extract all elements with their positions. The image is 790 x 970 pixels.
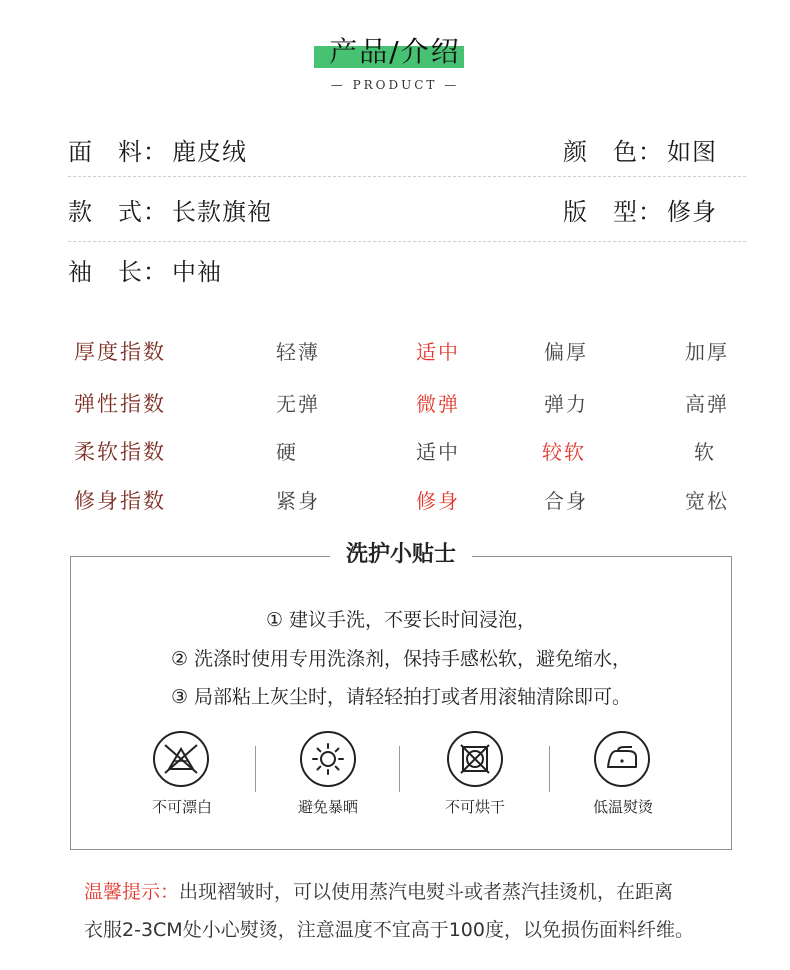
icon-label: 低温熨烫	[592, 798, 653, 816]
index-option-selected: 微弹	[416, 392, 460, 416]
index-option: 弹力	[544, 392, 588, 416]
index-option: 无弹	[276, 392, 320, 416]
index-option: 软	[694, 440, 716, 464]
divider	[68, 241, 746, 242]
care-title: 洗护小贴士	[330, 540, 472, 570]
fabric-value: 鹿皮绒	[172, 138, 247, 166]
icon-label: 不可烘干	[444, 798, 505, 816]
index-option: 加厚	[685, 340, 729, 364]
tip-line-2: 衣服2-3CM处小心熨烫，注意温度不宜高于100度，以免损伤面料纤维。	[84, 919, 694, 941]
care-line: ① 建议手洗，不要长时间浸泡，	[265, 609, 537, 631]
icon-label: 不可漂白	[151, 798, 212, 816]
index-option: 宽松	[685, 489, 729, 513]
no-sun-icon	[300, 731, 356, 787]
fit-index-label: 修身指数	[74, 489, 166, 513]
index-option: 轻薄	[276, 340, 320, 364]
index-option: 硬	[276, 440, 298, 464]
index-option: 合身	[544, 489, 588, 513]
elasticity-index-label: 弹性指数	[74, 392, 166, 416]
sleeve-value: 中袖	[172, 258, 222, 286]
sleeve-label: 袖 长：	[68, 258, 168, 286]
index-option-selected: 适中	[416, 340, 460, 364]
care-line: ② 洗涤时使用专用洗涤剂，保持手感松软，避免缩水，	[170, 648, 632, 670]
page-subtitle: — PRODUCT —	[330, 78, 460, 92]
page-title: 产品/介绍	[329, 35, 461, 68]
icon-label: 避免暴晒	[297, 798, 358, 816]
style-value: 长款旗袍	[172, 198, 272, 226]
tip-line-1	[84, 873, 744, 911]
index-option: 高弹	[685, 392, 729, 416]
fabric-label: 面 料：	[68, 138, 168, 166]
care-line: ③ 局部粘上灰尘时，请轻轻拍打或者用滚轴清除即可。	[170, 686, 632, 708]
low-iron-icon	[594, 731, 650, 787]
style-label: 款 式：	[68, 198, 168, 226]
tip-text: 出现褶皱时，可以使用蒸汽电熨斗或者蒸汽挂烫机，在距离	[179, 881, 674, 903]
index-option: 偏厚	[544, 340, 588, 364]
divider	[255, 746, 256, 792]
color-value: 如图	[667, 138, 717, 166]
thickness-index-label: 厚度指数	[74, 340, 166, 364]
no-bleach-icon	[153, 731, 209, 787]
softness-index-label: 柔软指数	[74, 440, 166, 464]
tip-prefix: 温馨提示：	[84, 881, 180, 903]
color-label: 颜 色：	[563, 138, 663, 166]
divider	[399, 746, 400, 792]
fit-label: 版 型：	[563, 198, 663, 226]
index-option: 适中	[416, 440, 460, 464]
index-option: 紧身	[276, 489, 320, 513]
index-option-selected: 修身	[416, 489, 460, 513]
index-option-selected: 较软	[542, 440, 586, 464]
divider	[68, 176, 746, 177]
fit-value: 修身	[667, 198, 717, 226]
divider	[549, 746, 550, 792]
no-tumble-dry-icon	[447, 731, 503, 787]
